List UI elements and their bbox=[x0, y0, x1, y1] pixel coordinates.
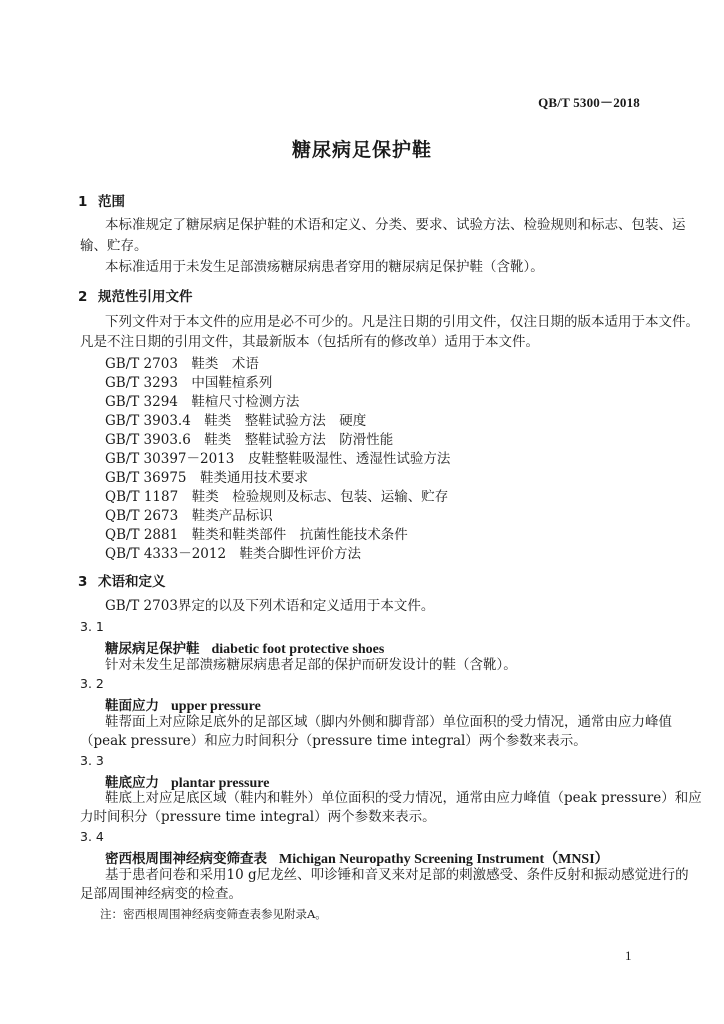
term-heading bbox=[105, 637, 384, 658]
note: 注：密西根周围神经病变筛查表参见附录A。 bbox=[100, 907, 327, 921]
section-number: 2 bbox=[78, 289, 88, 305]
section-title: 规范性引用文件 bbox=[98, 289, 193, 305]
reference-item: GB/T 30397－2013 皮鞋整鞋吸湿性、透湿性试验方法 bbox=[105, 451, 451, 467]
section-number: 3 bbox=[78, 574, 88, 590]
term-number: 3. 4 bbox=[80, 829, 104, 844]
reference-item: GB/T 3294 鞋楦尺寸检测方法 bbox=[105, 394, 300, 410]
reference-item: GB/T 2703 鞋类 术语 bbox=[105, 356, 259, 372]
term-definition: 针对未发生足部溃疡糖尿病患者足部的保护而研发设计的鞋（含靴）。 bbox=[105, 657, 517, 673]
reference-item: QB/T 2673 鞋类产品标识 bbox=[105, 508, 273, 524]
reference-item: GB/T 36975 鞋类通用技术要求 bbox=[105, 470, 308, 486]
term-heading bbox=[105, 847, 609, 868]
term-english: plantar pressure bbox=[171, 776, 270, 791]
term-english: Michigan Neuropathy Screening Instrument（MNSI） bbox=[279, 852, 609, 867]
term-heading bbox=[105, 694, 261, 715]
paragraph-line: 凡是不注日期的引用文件，其最新版本（包括所有的修改单）适用于本文件。 bbox=[80, 334, 539, 350]
term-definition: 鞋帮面上对应除足底外的足部区域（脚内外侧和脚背部）单位面积的受力情况，通常由应力峰值 bbox=[105, 714, 672, 730]
reference-item: QB/T 4333－2012 鞋类合脚性评价方法 bbox=[105, 546, 362, 562]
paragraph-line: 输、贮存。 bbox=[80, 238, 148, 254]
term-definition: 鞋底上对应足底区域（鞋内和鞋外）单位面积的受力情况，通常由应力峰值（peak pressure）和应 bbox=[105, 790, 702, 806]
reference-item: QB/T 1187 鞋类 检验规则及标志、包装、运输、贮存 bbox=[105, 489, 449, 505]
reference-item: GB/T 3903.6 鞋类 整鞋试验方法 防滑性能 bbox=[105, 432, 394, 448]
section-title: 术语和定义 bbox=[98, 574, 166, 590]
page-number: 1 bbox=[625, 948, 632, 963]
reference-item: GB/T 3903.4 鞋类 整鞋试验方法 硬度 bbox=[105, 413, 367, 429]
term-definition: 足部周围神经病变的检查。 bbox=[80, 886, 242, 902]
term-definition: 力时间积分（pressure time integral）两个参数来表示。 bbox=[80, 809, 436, 825]
standard-code: QB/T 5300－2018 bbox=[538, 95, 640, 110]
term-chinese: 密西根周围神经病变筛查表 bbox=[105, 851, 267, 867]
paragraph-line: GB/T 2703界定的以及下列术语和定义适用于本文件。 bbox=[105, 598, 435, 614]
section-2-heading bbox=[78, 285, 193, 305]
document-title: 糖尿病足保护鞋 bbox=[291, 139, 432, 161]
section-number: 1 bbox=[78, 194, 88, 210]
paragraph-line: 本标准规定了糖尿病足保护鞋的术语和定义、分类、要求、试验方法、检验规则和标志、包装、运 bbox=[105, 217, 686, 233]
term-chinese: 鞋面应力 bbox=[105, 698, 159, 714]
section-3-heading bbox=[78, 570, 166, 590]
section-title: 范围 bbox=[98, 194, 125, 210]
term-chinese: 鞋底应力 bbox=[105, 775, 159, 791]
term-english: upper pressure bbox=[171, 699, 261, 714]
term-number: 3. 2 bbox=[80, 676, 104, 691]
reference-item: QB/T 2881 鞋类和鞋类部件 抗菌性能技术条件 bbox=[105, 527, 408, 543]
section-1-heading bbox=[78, 190, 125, 210]
term-chinese: 糖尿病足保护鞋 bbox=[105, 641, 200, 657]
term-number: 3. 3 bbox=[80, 753, 104, 768]
term-definition: 基于患者问卷和采用10 g尼龙丝、叩诊锤和音叉来对足部的刺激感受、条件反射和振动感觉进行的 bbox=[105, 867, 689, 883]
paragraph-line: 下列文件对于本文件的应用是必不可少的。凡是注日期的引用文件，仅注日期的版本适用于本文件。 bbox=[105, 314, 699, 330]
paragraph-line: 本标准适用于未发生足部溃疡糖尿病患者穿用的糖尿病足保护鞋（含靴）。 bbox=[105, 259, 544, 275]
reference-item: GB/T 3293 中国鞋楦系列 bbox=[105, 375, 273, 391]
term-number: 3. 1 bbox=[80, 619, 104, 634]
term-definition: （peak pressure）和应力时间积分（pressure time integral）两个参数来表示。 bbox=[80, 733, 587, 749]
term-english: diabetic foot protective shoes bbox=[211, 642, 385, 657]
